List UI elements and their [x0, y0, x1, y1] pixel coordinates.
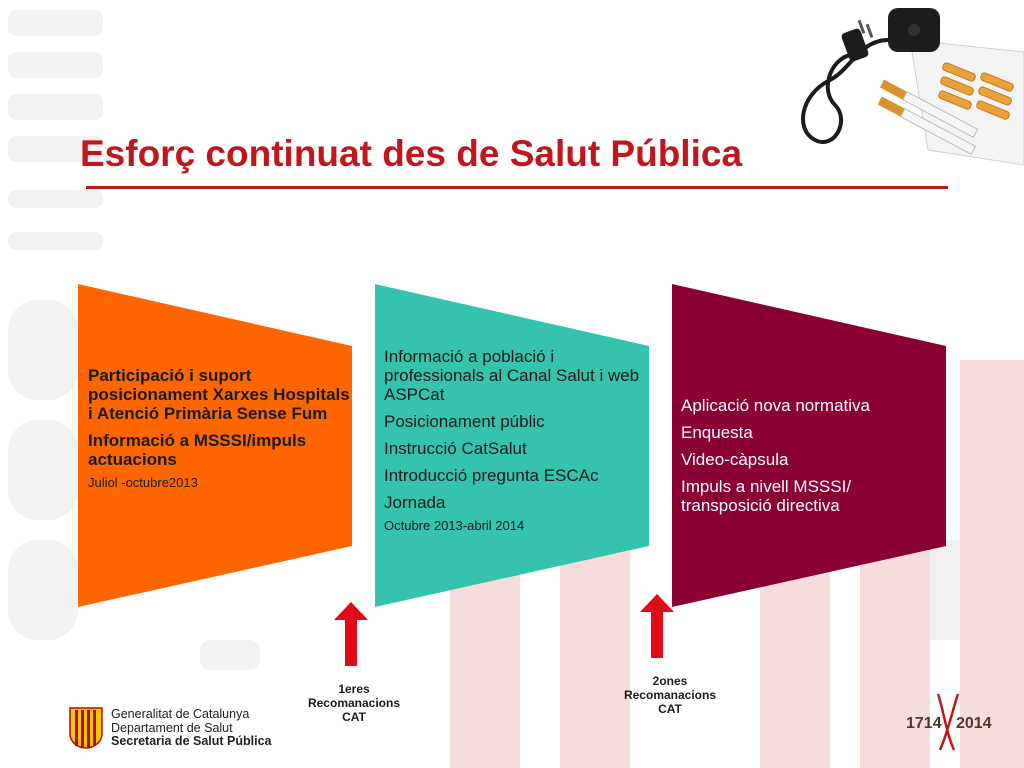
organization-line: Secretaria de Salut Pública — [111, 734, 272, 748]
milestone-label-line: CAT — [342, 710, 366, 724]
stage-2-item: Jornada — [384, 493, 446, 512]
stage-3-item: Video-càpsula — [681, 450, 789, 469]
stage-2-item: Instrucció CatSalut — [384, 439, 527, 458]
organization-line: Departament de Salut — [111, 720, 233, 735]
electronic-cigarette-kit-icon — [790, 0, 1024, 165]
stage-2-period: Octubre 2013-abril 2014 — [384, 518, 525, 533]
stage-3-text — [681, 396, 943, 523]
stage-2-item: Informació a població i professionals al Canal Salut i web ASPCat — [384, 347, 640, 404]
milestone-label-1 — [294, 682, 414, 724]
stage-1-item: Participació i suport posicionament Xarxes Hospitals i Atenció Primària Sense Fum — [88, 366, 350, 423]
milestone-label-line: CAT — [658, 702, 682, 716]
up-arrow-icon — [640, 594, 674, 658]
milestone-label-2 — [610, 674, 730, 716]
milestone-label-line: Recomanacions — [307, 696, 401, 710]
stage-2-item: Posicionament públic — [384, 412, 545, 431]
stage-3-item: Impuls a nivell MSSSI/ transposició directiva — [681, 477, 852, 515]
milestone-label-line: 1eres — [338, 682, 370, 696]
stage-1-text — [88, 366, 350, 490]
milestone-label-line: Recomanacions — [623, 688, 717, 702]
organization-line: Generalitat de Catalunya — [111, 707, 250, 721]
stage-2-text — [384, 347, 646, 533]
anniversary-year-right: 2014 — [956, 715, 992, 732]
senyera-shield-icon — [68, 706, 104, 750]
stage-1-period: Juliol -octubre2013 — [88, 475, 198, 490]
title-underline — [86, 186, 948, 189]
stage-1-item: Informació a MSSSI/impuls actuacions — [88, 431, 307, 469]
organization-name — [111, 708, 272, 749]
stage-3-item: Aplicació nova normativa — [681, 396, 870, 415]
milestone-label-line: 2ones — [652, 674, 688, 688]
anniversary-year-left: 1714 — [906, 715, 942, 732]
stage-3-item: Enquesta — [681, 423, 753, 442]
slide-title: Esforç continuat des de Salut Pública — [80, 133, 743, 174]
tricentenary-logo-icon — [904, 692, 994, 752]
stage-2-item: Introducció pregunta ESCAc — [384, 466, 599, 485]
up-arrow-icon — [334, 602, 368, 666]
